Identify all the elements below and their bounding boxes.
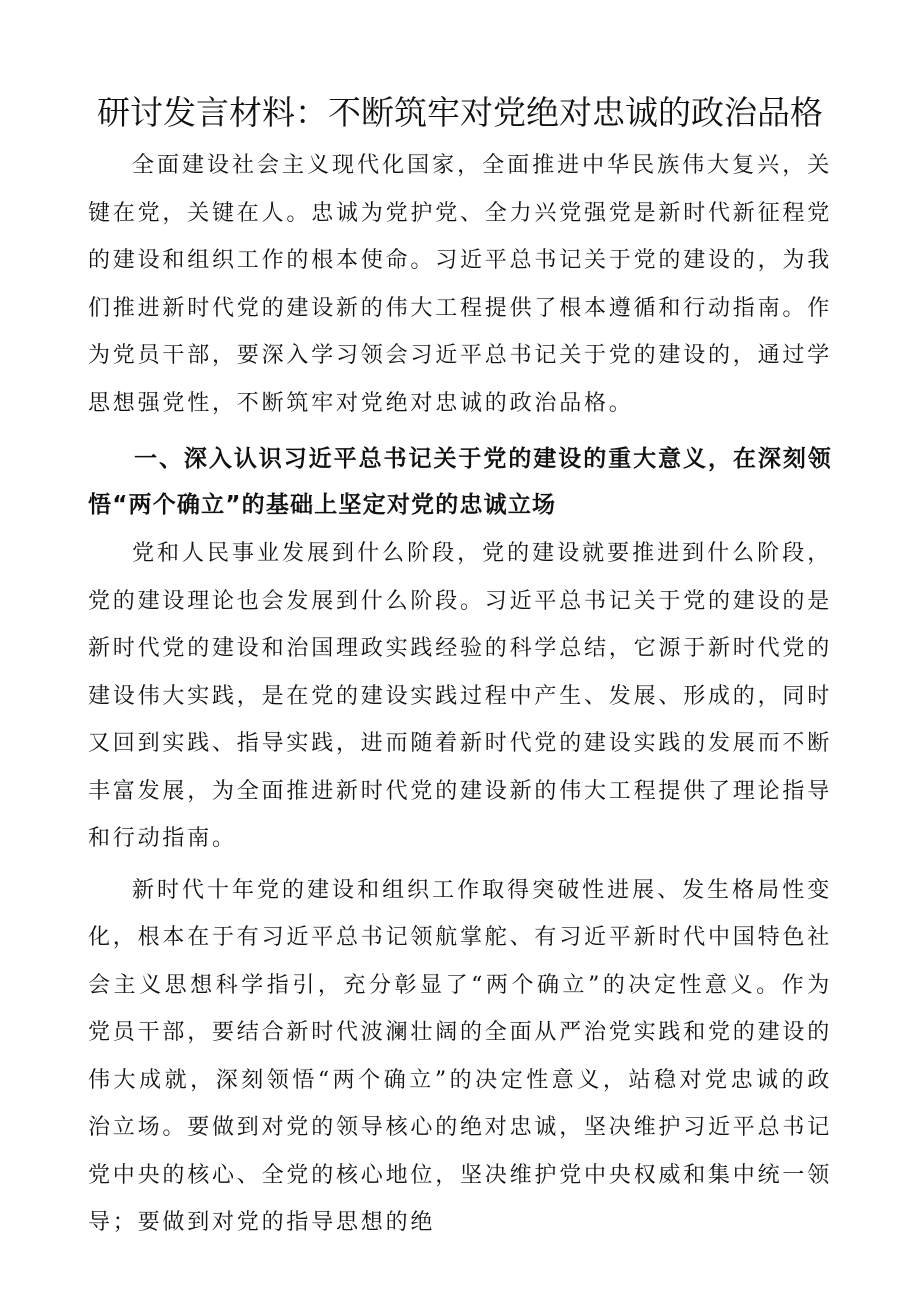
document-page (88, 90, 832, 1247)
section-heading: 一、深入认识习近平总书记关于党的建设的重大意义，在深刻领悟“两个确立”的基础上坚定对党的忠诚立场 (88, 446, 832, 518)
intro-paragraph: 全面建设社会主义现代化国家，全面推进中华民族伟大复兴，关键在党，关键在人。忠诚为党护党、全力兴党强党是新时代新征程党的建设和组织工作的根本使命。习近平总书记关于党的建设的，为我们推进新时代党的建设新的伟大工程提供了根本遵循和行动指南。作为党员干部，要深入学习领会习近平总书记关于党的建设的，通过学思想强党性，不断筑牢对党绝对忠诚的政治品格。 (88, 153, 833, 416)
body-paragraph: 新时代十年党的建设和组织工作取得突破性进展、发生格局性变化，根本在于有习近平总书记领航掌舵、有习近平新时代中国特色社会主义思想科学指引，充分彰显了“两个确立”的决定性意义。作为党员干部，要结合新时代波澜壮阔的全面从严治党实践和党的建设的伟大成就，深刻领悟“两个确立”的决定性意义，站稳对党忠诚的政治立场。要做到对党的领导核心的绝对忠诚，坚决维护习近平总书记党中央的核心、全党的核心地位，坚决维护党中央权威和集中统一领导；要做到对党的指导思想的绝 (88, 877, 833, 1235)
document-title: 研讨发言材料：不断筑牢对党绝对忠诚的政治品格 (97, 93, 823, 132)
body-paragraph: 党和人民事业发展到什么阶段，党的建设就要推进到什么阶段，党的建设理论也会发展到什么阶段。习近平总书记关于党的建设的是新时代党的建设和治国理政实践经验的科学总结，它源于新时代党的建设伟大实践，是在党的建设实践过程中产生、发展、形成的，同时又回到实践、指导实践，进而随着新时代党的建设实践的发展而不断丰富发展，为全面推进新时代党的建设新的伟大工程提供了理论指导和行动指南。 (88, 541, 833, 851)
